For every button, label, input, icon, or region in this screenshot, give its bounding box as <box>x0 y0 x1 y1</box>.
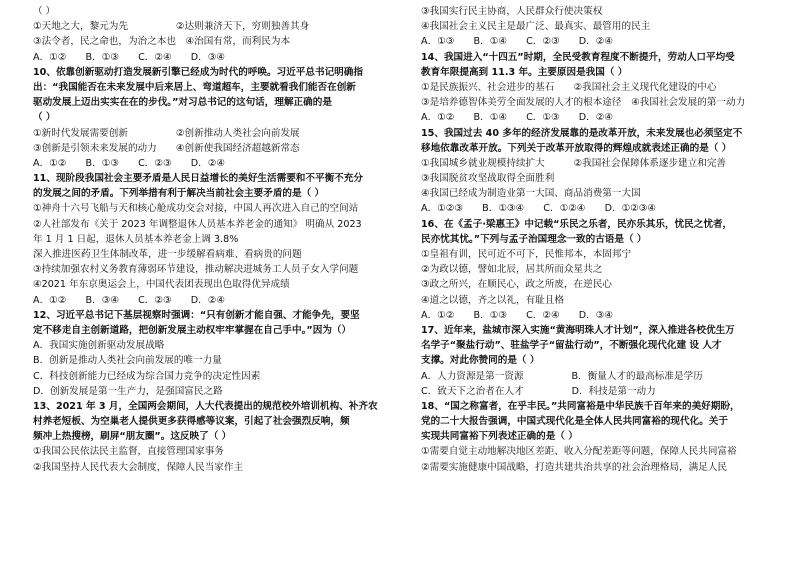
text-line: 10、依靠创新驱动打造发展新引擎已经成为时代的呼唤。习近平总书记明确指 <box>33 66 363 78</box>
text-line: 11、现阶段我国社会主要矛盾是人民日益增长的美好生活需要和不平衡不充分 <box>33 173 363 185</box>
text-line: （ ） <box>33 112 56 124</box>
text-line: ①天地之大，黎元为先 ②达则兼济天下，穷则独善其身 <box>33 21 310 33</box>
text-line: ①神舟十六号飞船与天和核心舱成功交会对接，中国人再次进入自己的空间站 <box>33 203 359 215</box>
text-line: 17、近年来，盐城市深入实施“黄海明珠人才计划”，深入推进各校优生万 <box>421 324 735 336</box>
text-line: ③法令者，民之命也，为治之本也 ④治国有常，而利民为本 <box>33 36 291 48</box>
text-line: 12、习近平总书记下基层视察时强调：“只有创新才能自强、才能争先，要坚 <box>33 309 360 321</box>
text-line: ①我国城乡就业规模持续扩大 ②我国社会保障体系逐步建立和完善 <box>421 157 727 169</box>
text-line: ③是培养德智体美劳全面发展的人才的根本途径 ④我国社会发展的第一动力 <box>421 97 746 109</box>
text-line: ③持续加强农村义务教育薄弱环节建设，推动解决进城务工人员子女入学问题 <box>33 264 359 276</box>
text-line: A．人力资源是第一资源 B．衡量人才的最高标准是学历 <box>421 370 703 382</box>
text-line: ③创新是引领未来发展的动力 ④创新使我国经济超越新常态 <box>33 142 300 154</box>
text-line: ①需要自觉主动地解决地区差距、收入分配差距等问题，保障人民共同富裕 <box>421 446 737 458</box>
text-line: ①皇祖有训，民可近不可下，民惟邦本，本固邦宁 <box>421 249 632 260</box>
left-column <box>33 4 405 475</box>
text-line: ②我国坚持人民代表大会制度，保障人民当家作主 <box>33 461 244 473</box>
text-line: ①我国公民依法民主监督，直接管理国家事务 <box>33 446 224 458</box>
text-line: 频冲上热搜榜，刷屏“朋友圈”。这反映了（ ） <box>33 431 232 443</box>
text-line: 年 1 月 1 日起，退休人员基本养老金上调 3.8% <box>33 233 239 245</box>
text-line: ②为政以德，譬如北辰，居其所而众星共之 <box>421 264 603 276</box>
text-line: A．①② B．①③ C．②④ D．③④ <box>421 309 613 321</box>
text-line: 支撑。对此你赞同的是（ ） <box>421 355 540 367</box>
text-line: （ ） <box>33 6 56 17</box>
right-column <box>421 4 766 475</box>
text-line: ③政之所兴，在顺民心，政之所废，在逆民心 <box>421 279 612 291</box>
text-line: ④我国社会主义民主是最广泛、最真实、最管用的民主 <box>421 21 651 33</box>
text-line: A．①② B．①③ C．②④ D．③④ <box>33 51 225 63</box>
text-line: ③我国实行民主协商，人民群众行使决策权 <box>421 6 603 17</box>
text-line: C．科技创新能力已经成为综合国力竞争的决定性因素 <box>33 370 261 382</box>
text-line: 定不移走自主创新道路，把创新发展主动权牢牢掌握在自己手中。”因为（） <box>33 324 352 336</box>
text-line: 驱动发展上迈出实实在在的步伐。”对习总书记的这句话，理解正确的是 <box>33 97 332 109</box>
text-line: 15、我国过去 40 多年的经济发展靠的是改革开放，未来发展也必须坚定不 <box>421 127 743 139</box>
text-line: 民亦忧其忧。”下列与孟子治国理念一致的古语是（ ） <box>421 233 647 245</box>
text-line: 村养老短板、为空巢老人提供更多获得感等议案，引起了社会强烈反响，频 <box>33 416 350 428</box>
text-line: ④2021 年东京奥运会上，中国代表团表现出色取得优异成绩 <box>33 279 290 291</box>
text-line: ②需要实施健康中国战略，打造共建共治共享的社会治理格局，满足人民 <box>421 461 728 473</box>
text-line: C．致天下之治者在人才 D．科技是第一动力 <box>421 385 656 397</box>
text-line: 出：“我国能否在未来发展中后来居上、弯道超车，主要就看我们能否在创新 <box>33 81 356 93</box>
text-line: 16、在《孟子·梁惠王》中记载“乐民之乐者，民亦乐其乐，忧民之忧者， <box>421 218 733 230</box>
text-line: 名学子“聚盐行动”、驻盐学子“留盐行动”，不断强化现代化建 设 人才 <box>421 340 722 352</box>
text-line: A．①② B．③④ C．②③ D．②④ <box>33 294 225 306</box>
text-line: ①新时代发展需要创新 ②创新推动人类社会向前发展 <box>33 127 300 139</box>
text-line: 14、我国进入“十四五”时期，全民受教育程度不断提升，劳动人口平均受 <box>421 51 735 63</box>
text-line: A．①② B．①③ C．②③ D．②④ <box>33 157 225 169</box>
text-line: A．①②③ B．①③④ C．①②④ D．①②③④ <box>421 203 656 215</box>
text-line: A．①② B．①④ C．①③ D．②④ <box>421 112 613 124</box>
text-line: ④道之以德，齐之以礼，有耻且格 <box>421 294 564 306</box>
text-line: 移地依靠改革开放。下列关于改革开放取得的辉煌成就表述正确的是（ ） <box>421 142 732 154</box>
text-line: D．创新发展是第一生产力，是强国富民之路 <box>33 385 223 397</box>
text-line: 深入推进医药卫生体制改革，进一步缓解看病难、看病贵的问题 <box>33 249 302 260</box>
text-line: A．①③ B．①④ C．②③ D．②④ <box>421 36 613 48</box>
text-line: B．创新是推动人类社会向前发展的唯一力量 <box>33 355 222 367</box>
text-line: ①是民族振兴、社会进步的基石 ②我国社会主义现代化建设的中心 <box>421 81 717 93</box>
text-line: ④我国已经成为制造业第一大国、商品消费第一大国 <box>421 188 641 200</box>
text-line: ③我国脱贫攻坚战取得全面胜利 <box>421 173 555 185</box>
text-line: A．我国实施创新驱动发展战略 <box>33 340 165 352</box>
text-line: 教育年限提高到 11.3 年。主要原因是我国（ ） <box>421 66 628 78</box>
text-line: ②人社部发布《关于 2023 年调整退休人员基本养老金的通知》 明确从 2023 <box>33 218 362 230</box>
text-line: 18、“国之称富者，在乎丰民。”共同富裕是中华民族千百年来的美好期盼， <box>421 400 740 412</box>
text-line: 实现共同富裕下列表述正确的是（ ） <box>421 431 578 443</box>
text-line: 13、2021 年 3 月，全国两会期间，人大代表提出的规范校外培训机构、补齐农 <box>33 400 378 412</box>
text-line: 的发展之间的矛盾。下列举措有利于解决当前社会主要矛盾的是（ ） <box>33 188 325 200</box>
text-line: 党的二十大报告强调，中国式现代化是全体人民共同富裕的现代化。关于 <box>421 416 728 428</box>
